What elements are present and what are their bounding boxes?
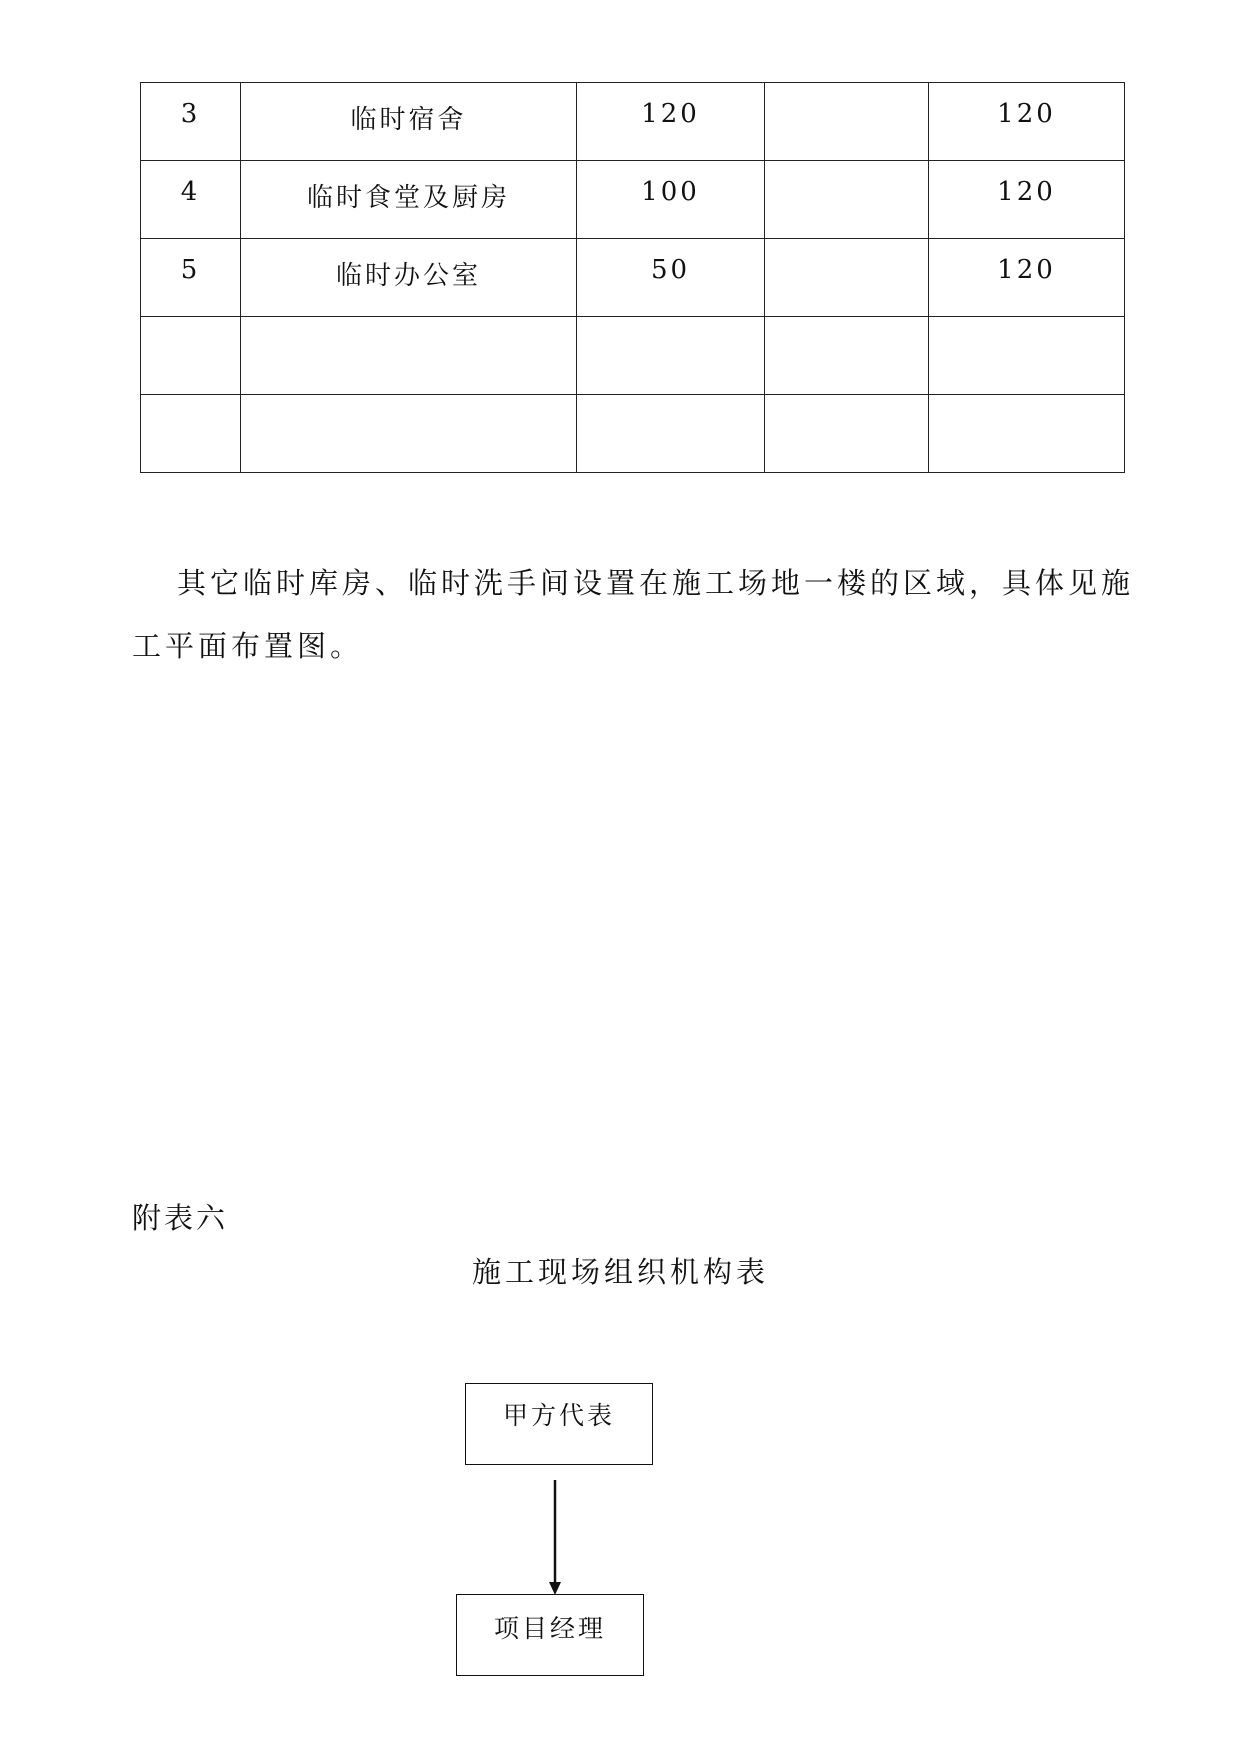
cell-area: 50 (577, 239, 765, 317)
cell-total: 120 (929, 83, 1125, 161)
cell-total: 120 (929, 239, 1125, 317)
cell-name: 临时食堂及厨房 (241, 161, 577, 239)
cell-no: 3 (141, 83, 241, 161)
table-row (141, 317, 1125, 395)
cell-no (141, 395, 241, 473)
cell-total: 120 (929, 161, 1125, 239)
cell-name: 临时办公室 (241, 239, 577, 317)
org-box-client-rep (465, 1383, 653, 1465)
table-row (141, 239, 1125, 317)
table-row (141, 161, 1125, 239)
cell-no: 5 (141, 239, 241, 317)
cell-area (577, 395, 765, 473)
appendix-label: 附表六 (132, 1201, 229, 1235)
org-box-project-manager (456, 1594, 644, 1676)
table-row (141, 83, 1125, 161)
cell-no (141, 317, 241, 395)
cell-name: 临时宿舍 (241, 83, 577, 161)
cell-total (929, 395, 1125, 473)
facility-table (140, 82, 1125, 473)
cell-blank (765, 395, 929, 473)
cell-name (241, 395, 577, 473)
cell-blank (765, 317, 929, 395)
org-chart-title: 施工现场组织机构表 (471, 1255, 769, 1289)
org-arrow-down (545, 1480, 565, 1596)
cell-total (929, 317, 1125, 395)
table-row (141, 395, 1125, 473)
cell-no: 4 (141, 161, 241, 239)
cell-area: 100 (577, 161, 765, 239)
cell-area (577, 317, 765, 395)
cell-blank (765, 83, 929, 161)
org-box-label: 甲方代表 (502, 1401, 615, 1430)
body-paragraph: 其它临时库房、临时洗手间设置在施工场地一楼的区域，具体见施工平面布置图。 (132, 566, 1135, 663)
cell-name (241, 317, 577, 395)
cell-blank (765, 239, 929, 317)
cell-area: 120 (577, 83, 765, 161)
org-box-label: 项目经理 (493, 1614, 606, 1643)
cell-blank (765, 161, 929, 239)
